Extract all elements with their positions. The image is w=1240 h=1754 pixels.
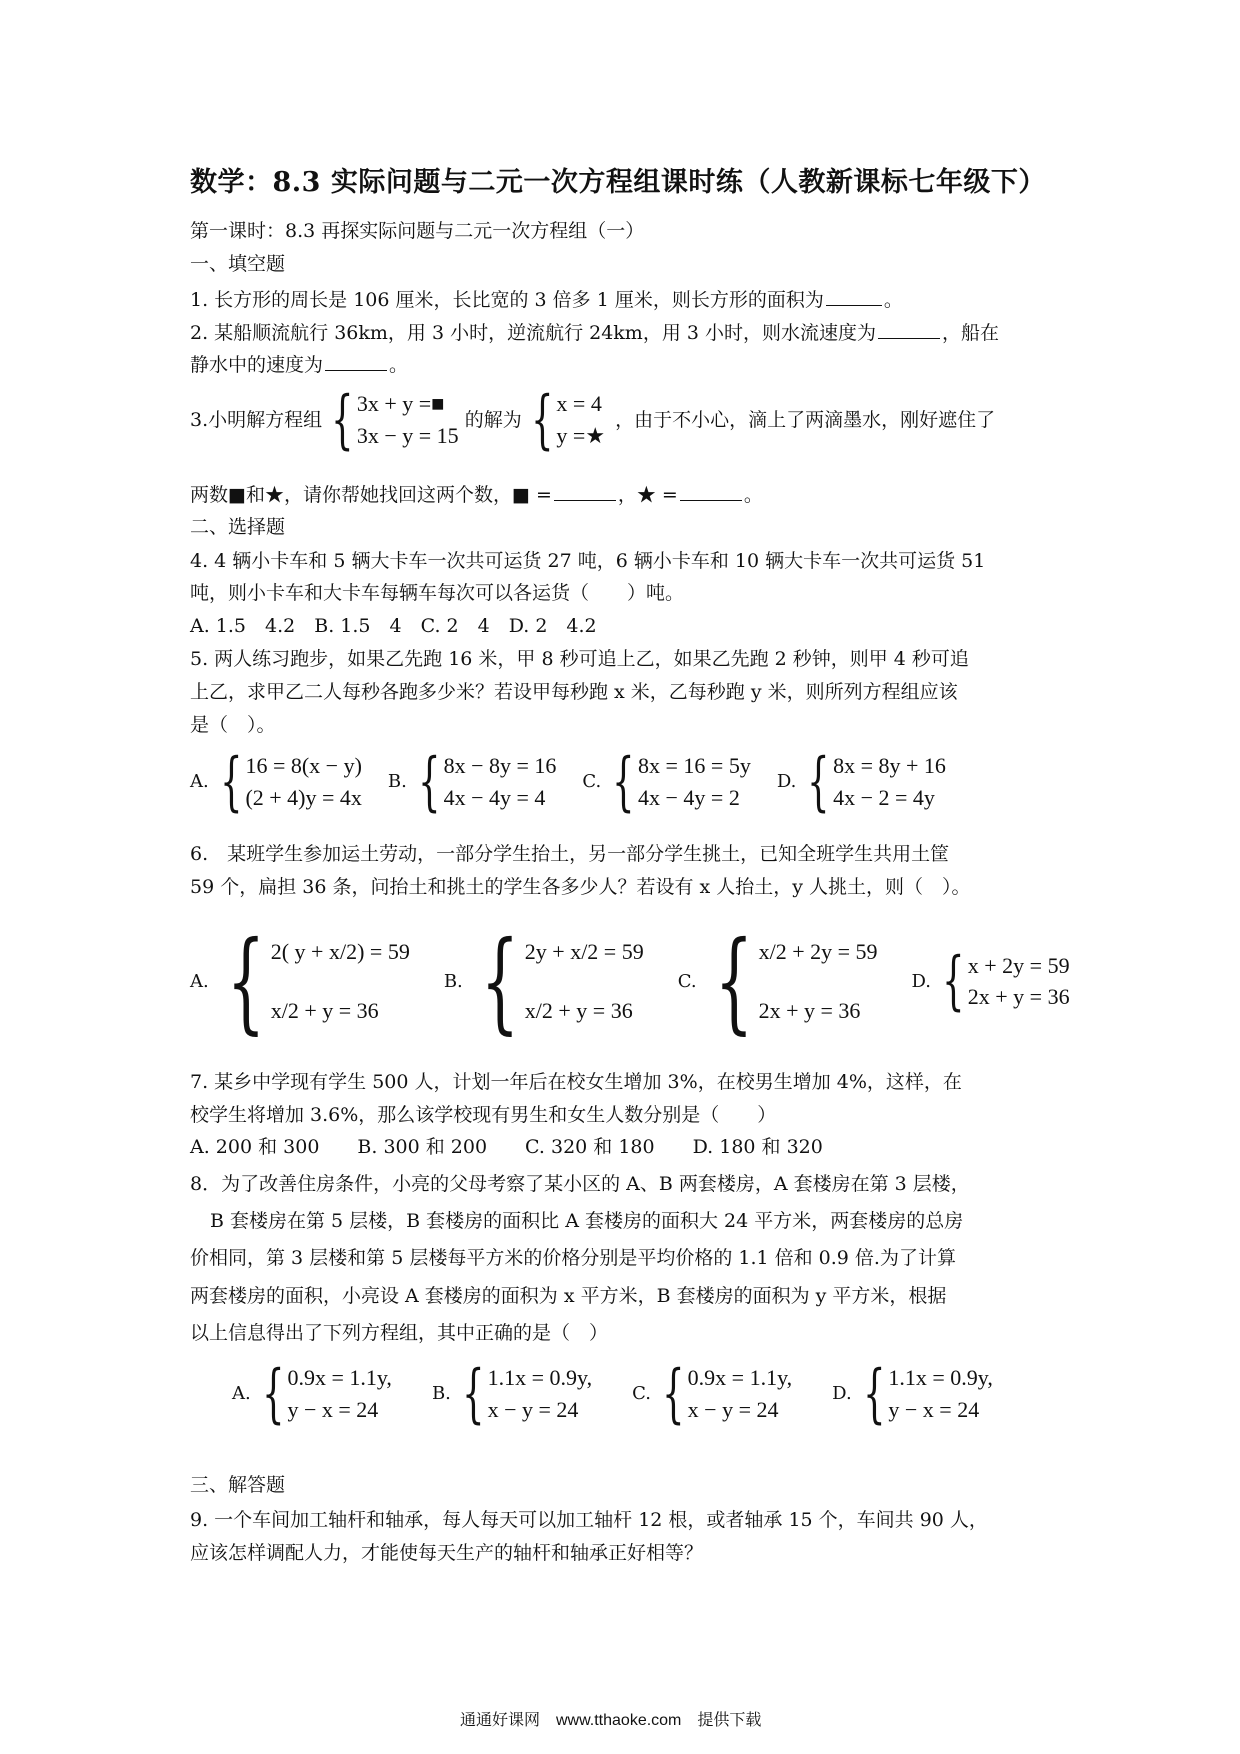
- footer-credit[interactable]: 通通好课网 www.tthaoke.com 提供下载: [460, 1712, 762, 1729]
- section-choice: 二、选择题: [190, 516, 286, 538]
- brace-icon: {: [480, 917, 520, 1046]
- question-3-line2: [190, 482, 763, 507]
- option-label: C.: [632, 1383, 651, 1405]
- lesson-heading: 第一课时：8.3 再探实际问题与二元一次方程组（一）: [190, 220, 645, 242]
- equation: 0.9x = 1.1y,: [287, 1365, 392, 1391]
- question-8-line3: 价相同，第 3 层楼和第 5 层楼每平方米的价格分别是平均价格的 1.1 倍和 0.9 倍.为了计算: [190, 1247, 956, 1269]
- equation: 1.1x = 0.9y,: [487, 1365, 593, 1391]
- answer-blank[interactable]: [680, 482, 742, 501]
- page-title: 数学：8.3 实际问题与二元一次方程组课时练（人教新课标七年级下）: [190, 167, 1046, 198]
- option-c: [632, 1357, 793, 1431]
- equation: 3x − y = 15: [356, 423, 459, 448]
- brace-icon: {: [530, 383, 554, 457]
- option-label: A.: [190, 970, 209, 992]
- equation: y − x = 24: [287, 1397, 379, 1422]
- option-label: A.: [190, 771, 209, 793]
- equation: 2( y + x/2) = 59: [270, 939, 410, 964]
- question-3-mid: 的解为: [464, 408, 522, 431]
- question-6-line1: 6. 某班学生参加运土劳动，一部分学生抬土，另一部分学生挑土，已知全班学生共用土筐: [190, 843, 950, 865]
- question-4-line1: 4. 4 辆小卡车和 5 辆大卡车一次共可运货 27 吨，6 辆小卡车和 10 辆大卡车一次共可运货 51: [190, 550, 986, 572]
- question-8-line2: B 套楼房在第 5 层楼，B 套楼房的面积比 A 套楼房的面积大 24 平方米，两套楼房的总房: [210, 1210, 964, 1232]
- equation: y − x = 24: [888, 1397, 980, 1422]
- option-d: [776, 745, 946, 819]
- brace-icon: {: [418, 745, 441, 819]
- question-4-options: A. 1.5 4.2 B. 1.5 4 C. 2 4 D. 2 4.2: [190, 615, 597, 637]
- question-2: [190, 320, 999, 345]
- option-c: [582, 745, 751, 819]
- brace-icon: {: [226, 917, 265, 1046]
- brace-icon: {: [462, 1357, 485, 1431]
- equation: 4x − 2 = 4y: [833, 785, 935, 810]
- question-8-line1: 8．为了改善住房条件，小亮的父母考察了某小区的 A、B 两套楼房，A 套楼房在第 3 层楼，: [190, 1173, 970, 1195]
- question-5-options: [190, 745, 972, 819]
- option-label: B.: [431, 1383, 451, 1405]
- question-3-suffix: ，由于不小心，滴上了两滴墨水，刚好遮住了: [615, 408, 996, 431]
- equation-system-2: [522, 383, 606, 457]
- option-a: [190, 745, 362, 819]
- equation: 4x − 4y = 4: [443, 785, 546, 810]
- question-4-line2: 吨，则小卡车和大卡车每辆车每次可以各运货（ ）吨。: [190, 582, 685, 604]
- punct: 。: [743, 484, 763, 506]
- question-3-text: 两数■和★，请你帮她找回这两个数，■ =: [190, 484, 552, 506]
- brace-icon: {: [261, 1357, 285, 1431]
- question-8-line5: 以上信息得出了下列方程组，其中正确的是（ ）: [190, 1322, 609, 1344]
- question-2-line2: [190, 352, 408, 377]
- equation: x = 4: [556, 391, 602, 417]
- equation: 2x + y = 36: [967, 984, 1070, 1010]
- question-7-line1: 7. 某乡中学现有学生 500 人，计划一年后在校女生增加 3%，在校男生增加 4%，这样，在: [190, 1071, 962, 1093]
- question-7-options: A. 200 和 300 B. 300 和 200 C. 320 和 180 D. 180 和 320: [190, 1136, 823, 1158]
- option-b: [431, 1357, 593, 1431]
- equation: 0.9x = 1.1y,: [687, 1365, 793, 1391]
- equation: 2y + x/2 = 59: [524, 939, 644, 964]
- equation: 4x − 4y = 2: [638, 785, 740, 810]
- question-8-options: [232, 1357, 1019, 1431]
- equation-system-1: [322, 383, 459, 457]
- question-3-text-b: ，★ =: [617, 484, 678, 506]
- equation: x/2 + y = 36: [270, 998, 379, 1024]
- question-5-line1: 5. 两人练习跑步，如果乙先跑 16 米，甲 8 秒可追上乙，如果乙先跑 2 秒钟，则甲 4 秒可追: [190, 648, 969, 670]
- question-5-line2: 上乙，求甲乙二人每秒各跑多少米？若设甲每秒跑 x 米，乙每秒跑 y 米，则所列方程组应该: [190, 681, 958, 703]
- option-label: C.: [582, 771, 602, 793]
- section-fill: 一、填空题: [190, 253, 286, 275]
- question-2-text-b: ，船在: [942, 322, 1000, 344]
- option-a: [190, 917, 410, 1046]
- question-9-line1: 9. 一个车间加工轴杆和轴承，每人每天可以加工轴杆 12 根，或者轴承 15 个，车间共 90 人，: [190, 1509, 988, 1531]
- option-label: B.: [387, 771, 407, 793]
- equation: x − y = 24: [687, 1397, 779, 1422]
- option-d: [911, 944, 1070, 1019]
- brace-icon: {: [862, 1357, 886, 1431]
- option-c: [677, 917, 878, 1046]
- answer-blank[interactable]: [554, 482, 616, 501]
- brace-icon: {: [714, 917, 753, 1046]
- option-label: B.: [443, 970, 463, 992]
- question-3: [190, 383, 996, 457]
- option-b: [387, 745, 557, 819]
- question-9-line2: 应该怎样调配人力，才能使每天生产的轴杆和轴承正好相等？: [190, 1542, 704, 1564]
- question-5-line3: 是（ ）。: [190, 714, 276, 736]
- equation: 2x + y = 36: [758, 998, 861, 1024]
- brace-icon: {: [219, 745, 243, 819]
- question-2-text: 2. 某船顺流航行 36km，用 3 小时，逆流航行 24km，用 3 小时，则水流速度为: [190, 322, 876, 344]
- option-label: C.: [677, 970, 697, 992]
- option-label: A.: [232, 1383, 251, 1405]
- option-a: [232, 1357, 392, 1431]
- question-1: [190, 287, 903, 312]
- answer-blank[interactable]: [325, 352, 387, 371]
- option-label: D.: [832, 1383, 852, 1405]
- option-b: [443, 917, 644, 1046]
- section-answer: 三、解答题: [190, 1474, 286, 1496]
- question-6-line2: 59 个，扁担 36 条，问抬土和挑土的学生各多少人？若设有 x 人抬土，y 人挑土，则（ ）。: [190, 876, 971, 898]
- brace-icon: {: [807, 745, 830, 819]
- equation: 16 = 8(x − y): [245, 753, 362, 779]
- equation: x + 2y = 59: [967, 952, 1070, 978]
- punct: 。: [883, 289, 903, 311]
- brace-icon: {: [662, 1357, 685, 1431]
- equation: (2 + 4)y = 4x: [245, 785, 362, 810]
- option-label: D.: [911, 970, 932, 992]
- answer-blank[interactable]: [878, 320, 940, 339]
- question-8-line4: 两套楼房的面积，小亮设 A 套楼房的面积为 x 平方米，B 套楼房的面积为 y 平方米，根据: [190, 1285, 947, 1307]
- equation: x − y = 24: [487, 1397, 579, 1422]
- equation: x/2 + 2y = 59: [758, 939, 878, 964]
- punct: 。: [389, 354, 409, 376]
- question-6-options: [190, 917, 1096, 1046]
- question-7-line2: 校学生将增加 3.6%，那么该学校现有男生和女生人数分别是（ ）: [190, 1104, 777, 1126]
- equation: x/2 + y = 36: [524, 998, 633, 1024]
- brace-icon: {: [612, 745, 635, 819]
- brace-icon: {: [331, 383, 354, 457]
- equation: 8x − 8y = 16: [443, 753, 557, 779]
- option-label: D.: [776, 771, 797, 793]
- equation: 1.1x = 0.9y,: [888, 1365, 993, 1391]
- equation: 8x = 8y + 16: [833, 753, 946, 779]
- equation: 8x = 16 = 5y: [638, 753, 751, 779]
- question-1-text: 1. 长方形的周长是 106 厘米，长比宽的 3 倍多 1 厘米，则长方形的面积为: [190, 289, 824, 311]
- equation: y =★: [556, 423, 606, 448]
- brace-icon: {: [942, 944, 965, 1019]
- question-2-text-c: 静水中的速度为: [190, 354, 324, 376]
- option-d: [832, 1357, 993, 1431]
- question-3-prefix: 3.小明解方程组: [190, 408, 323, 431]
- equation: 3x + y =■: [356, 391, 445, 417]
- answer-blank[interactable]: [826, 287, 882, 306]
